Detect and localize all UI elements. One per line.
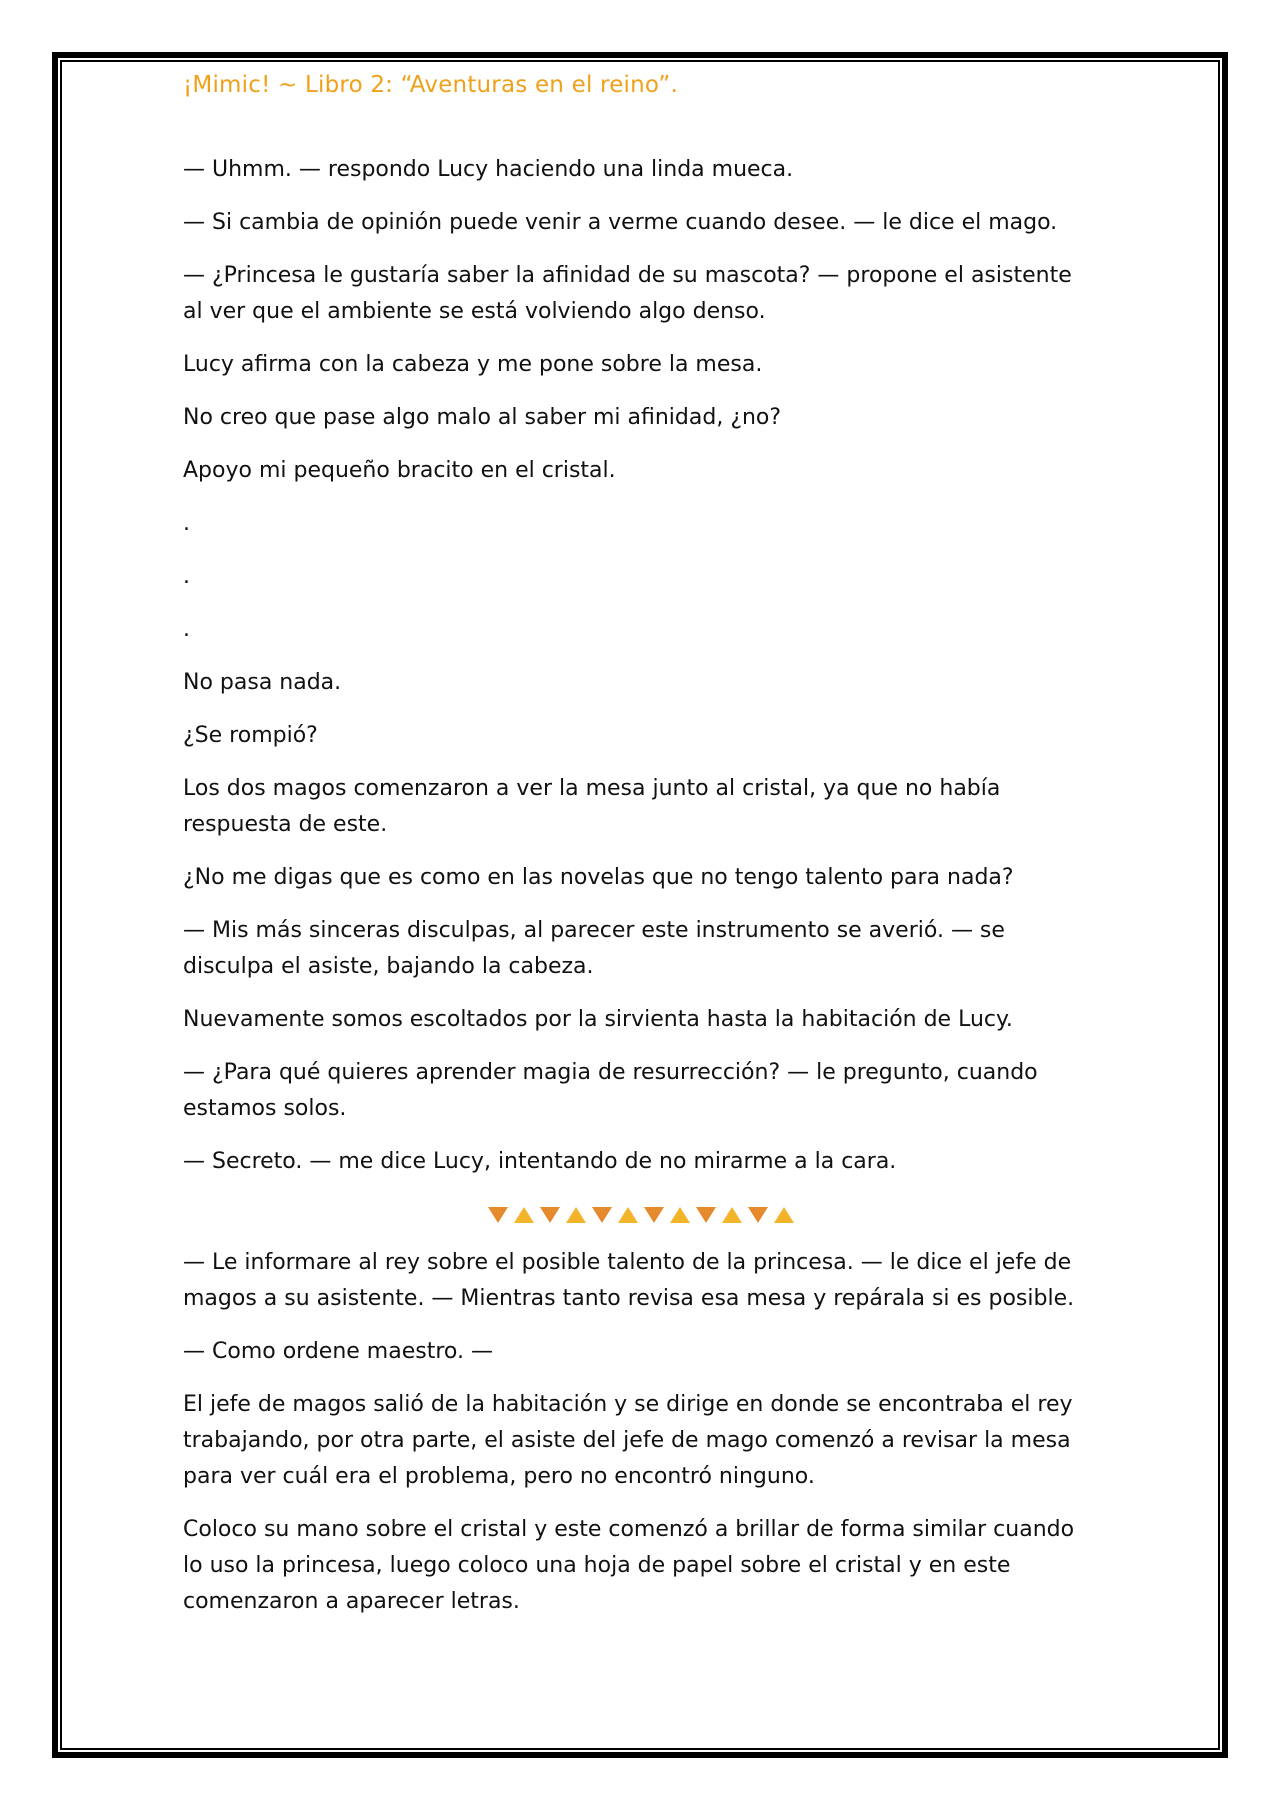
triangle-down-icon xyxy=(696,1207,716,1223)
triangle-up-icon xyxy=(722,1207,742,1223)
paragraph: ¿Se rompió? xyxy=(183,723,318,748)
ellipsis-dot: . xyxy=(183,617,190,642)
triangle-down-icon xyxy=(748,1207,768,1223)
paragraph: — Uhmm. — respondo Lucy haciendo una linda mueca. xyxy=(183,157,794,182)
running-header: ¡Mimic! ~ Libro 2: “Aventuras en el reino”. xyxy=(183,72,678,98)
triangle-down-icon xyxy=(488,1207,508,1223)
paragraph: No pasa nada. xyxy=(183,670,342,695)
triangle-down-icon xyxy=(644,1207,664,1223)
ellipsis-dot: . xyxy=(183,511,190,536)
paragraph: El jefe de magos salió de la habitación y se dirige en donde se encontraba el rey trabajando, por otra parte, el asiste del jefe de mago comenzó a revisar la mesa para ver cuál era el problema, pero no encontró ninguno. xyxy=(183,1392,1073,1489)
paragraph: — Le informare al rey sobre el posible talento de la princesa. — le dice el jefe de magos a su asistente. — Mientras tanto revisa esa mesa y repárala si es posible. xyxy=(183,1250,1075,1311)
paragraph: — Como ordene maestro. — xyxy=(183,1339,493,1364)
triangle-up-icon xyxy=(566,1207,586,1223)
paragraph: Nuevamente somos escoltados por la sirvienta hasta la habitación de Lucy. xyxy=(183,1007,1013,1032)
paragraph: — Mis más sinceras disculpas, al parecer este instrumento se averió. — se disculpa el asiste, bajando la cabeza. xyxy=(183,918,1005,979)
paragraph: No creo que pase algo malo al saber mi afinidad, ¿no? xyxy=(183,405,782,430)
scene-divider xyxy=(183,1197,1098,1233)
triangle-up-icon xyxy=(514,1207,534,1223)
triangle-up-icon xyxy=(618,1207,638,1223)
paragraph: Apoyo mi pequeño bracito en el cristal. xyxy=(183,458,616,483)
triangle-down-icon xyxy=(540,1207,560,1223)
paragraph: ¿No me digas que es como en las novelas que no tengo talento para nada? xyxy=(183,865,1014,890)
paragraph: Lucy afirma con la cabeza y me pone sobre la mesa. xyxy=(183,352,763,377)
triangle-up-icon xyxy=(670,1207,690,1223)
triangle-up-icon xyxy=(774,1207,794,1223)
page-body xyxy=(183,152,1098,1637)
paragraph: Coloco su mano sobre el cristal y este comenzó a brillar de forma similar cuando lo uso la princesa, luego coloco una hoja de papel sobre el cristal y en este comenzaron a aparecer letras. xyxy=(183,1517,1075,1614)
paragraph: Los dos magos comenzaron a ver la mesa junto al cristal, ya que no había respuesta de este. xyxy=(183,776,1001,837)
paragraphs-top xyxy=(183,152,1098,1180)
ellipsis-dot: . xyxy=(183,564,190,589)
paragraph: — ¿Para qué quieres aprender magia de resurrección? — le pregunto, cuando estamos solos. xyxy=(183,1060,1038,1121)
triangle-down-icon xyxy=(592,1207,612,1223)
paragraphs-bottom xyxy=(183,1245,1098,1620)
paragraph: — ¿Princesa le gustaría saber la afinidad de su mascota? — propone el asistente al ver que el ambiente se está volviendo algo denso. xyxy=(183,263,1072,324)
paragraph: — Si cambia de opinión puede venir a verme cuando desee. — le dice el mago. xyxy=(183,210,1058,235)
paragraph: — Secreto. — me dice Lucy, intentando de no mirarme a la cara. xyxy=(183,1149,897,1174)
